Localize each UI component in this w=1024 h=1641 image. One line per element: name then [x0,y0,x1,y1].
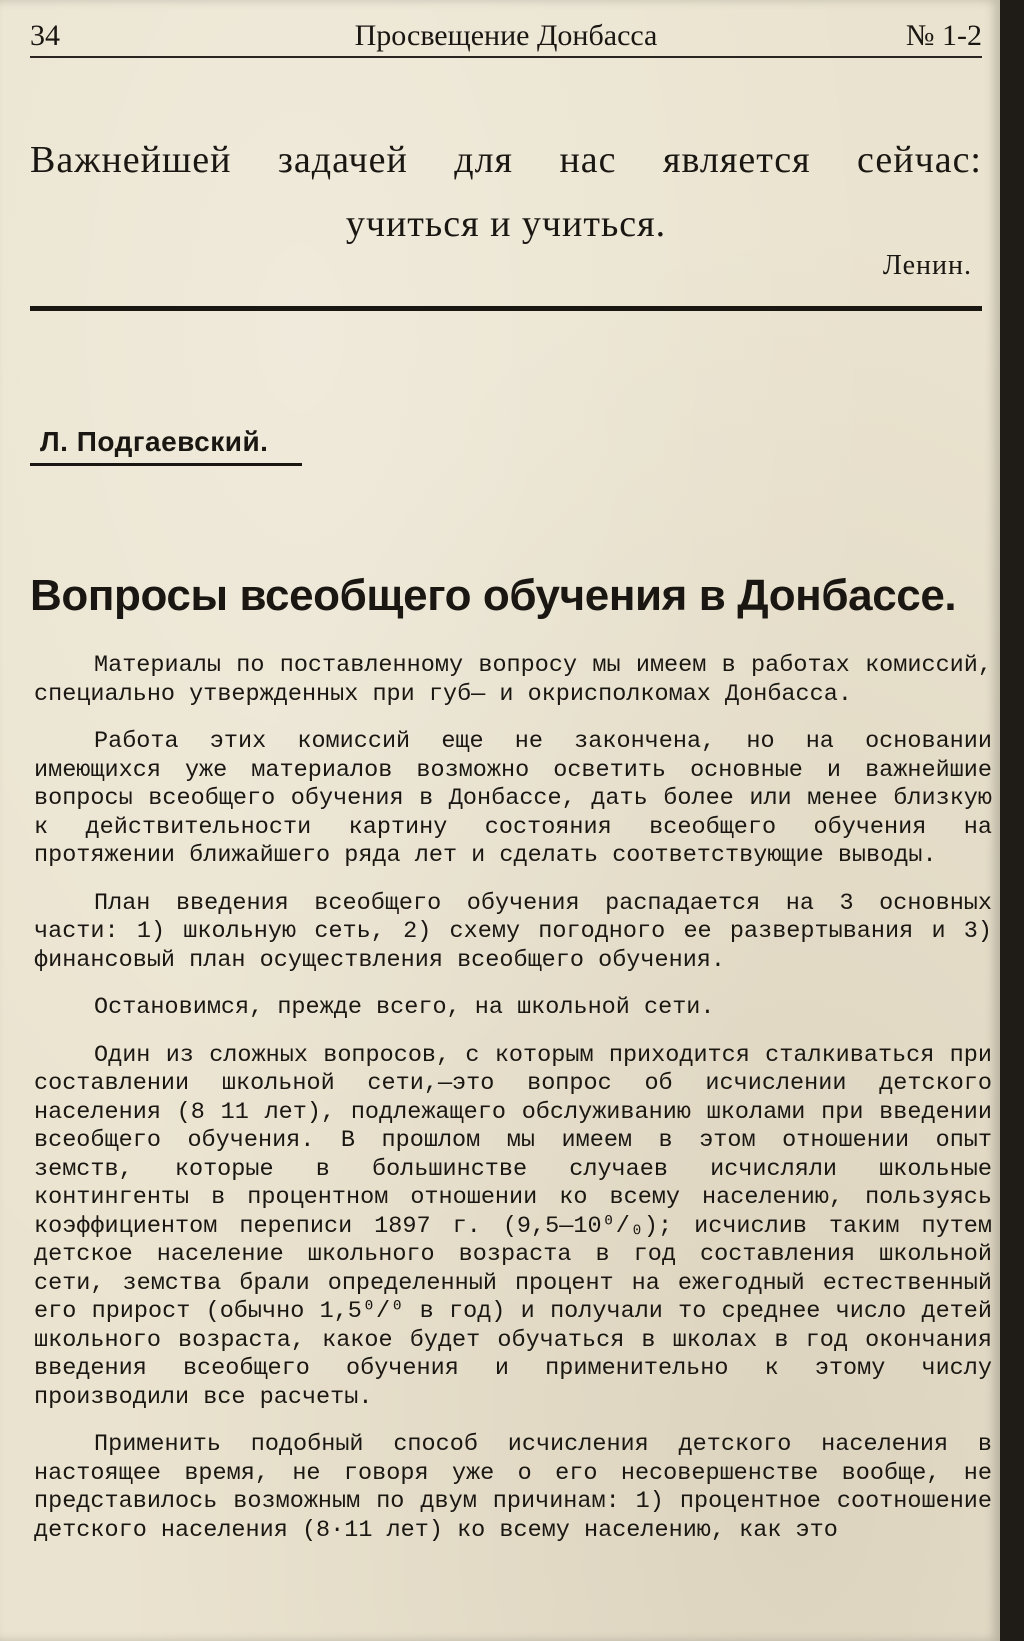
running-header [30,18,982,54]
section-divider [30,306,982,311]
article-body [34,652,992,1564]
paragraph: Применить подобный способ исчисления детского населения в настоящее время, не говоря уже о его несовершенстве вообще, не представилось возможным по двум причинам: 1) процентное соотношение детского населения (8·11 лет) ко всему населению, как это [34,1431,992,1544]
issue-number: № 1-2 [905,19,982,52]
author-underline [30,463,302,466]
paragraph: План введения всеобщего обучения распадается на 3 основных части: 1) школьную сеть, 2) схему погодного ее развертывания и 3) финансовый план осуществления всеобщего обучения. [34,889,992,974]
paragraph: Один из сложных вопросов, с которым приходится сталкиваться при составлении школьной сети,—это вопрос об исчислении детского населения (8 11 лет), подлежащего обслуживанию школами при введении всеобщего обучения. В прошлом мы имеем в этом отношении опыт земств, которые в большинстве случаев исчисляли школьные контингенты в процентном отношении ко всему населению, пользуясь коэффициентом переписи 1897 г. (9,5—10⁰/₀); исчислив таким путем детское население школьного возраста в год составления школьной сети, земства брали определенный процент на ежегодный естественный его прирост (обычно 1,5⁰/⁰ в год) и получали то среднее число детей школьного возраста, какое будет обучаться в школах в год окончания введения всеобщего обучения и применительно к этому числу производили все расчеты. [34,1041,992,1411]
epigraph-line-1: Важнейшей задачей для нас является сейчас: [30,139,982,181]
journal-title: Просвещение Донбасса [354,19,658,52]
epigraph-author: Ленин. [882,250,972,281]
article-author: Л. Подгаевский. [40,426,269,457]
paragraph: Работа этих комиссий еще не закончена, но на основании имеющихся уже материалов возможно осветить основные и важнейшие вопросы всеобщего обучения в Донбассе, дать более или менее близкую к действительности картину состояния всеобщего обучения на протяжении ближайшего ряда лет и сделать соответствующие выводы. [34,728,992,869]
article-title: Вопросы всеобщего обучения в Донбассе. [30,571,957,620]
paragraph: Материалы по поставленному вопросу мы имеем в работах комиссий, специально утвержденных при губ— и окрисполкомах Донбасса. [34,652,992,708]
epigraph [30,128,982,256]
header-rule [30,56,982,58]
page-number: 34 [30,19,60,52]
paragraph: Остановимся, прежде всего, на школьной сети. [94,994,715,1021]
epigraph-line-2: учиться и учиться. [345,203,667,245]
